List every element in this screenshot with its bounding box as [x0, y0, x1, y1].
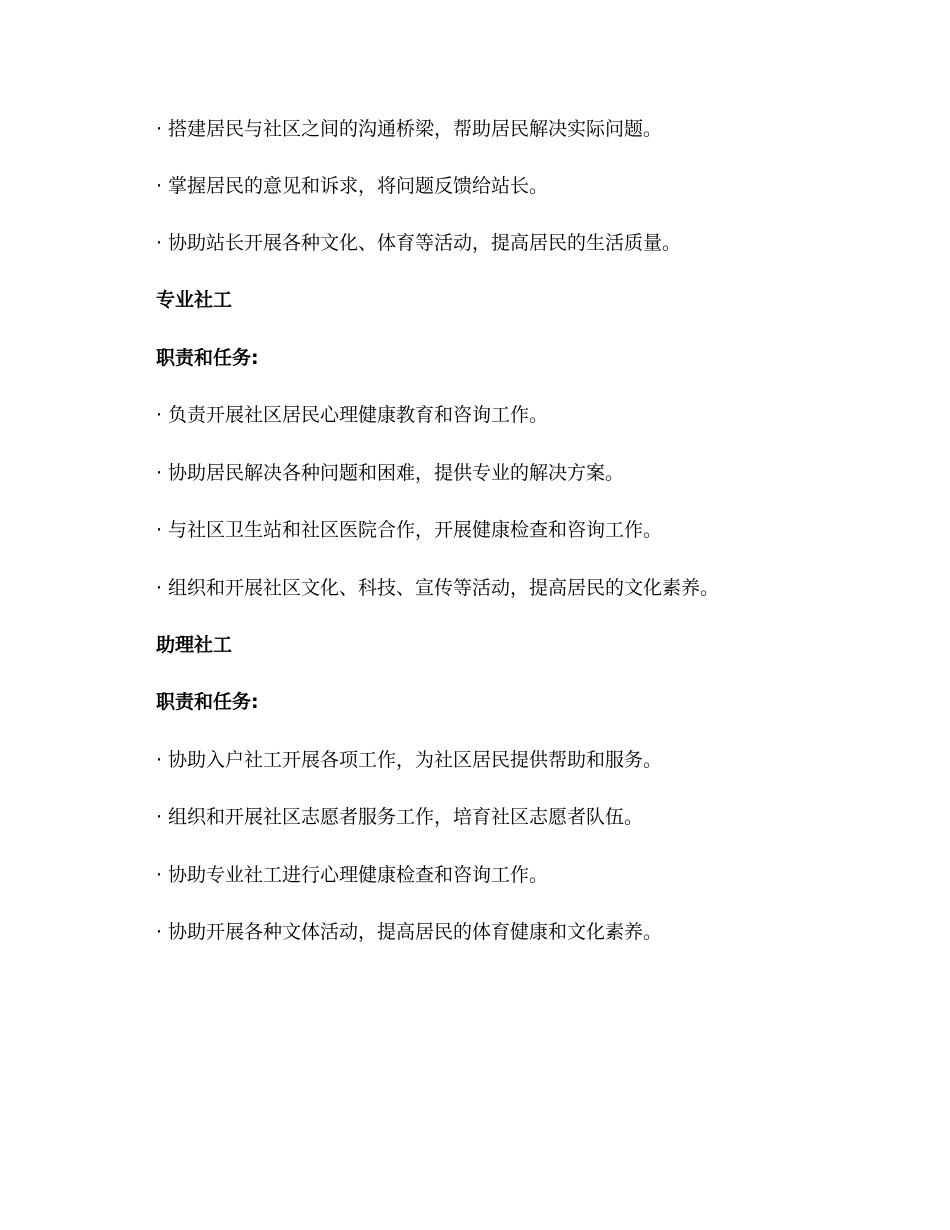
list-item-text: 与社区卫生站和社区医院合作，开展健康检查和咨询工作。 [168, 519, 663, 541]
list-item [156, 919, 662, 945]
list-item-text: 协助站长开展各种文化、体育等活动，提高居民的生活质量。 [168, 232, 682, 254]
bullet: · [156, 232, 163, 254]
section-title-assistant: 助理社工 [156, 634, 233, 656]
list-item-text: 协助入户社工开展各项工作，为社区居民提供帮助和服务。 [168, 749, 663, 771]
list-item [156, 747, 662, 773]
list-item-text: 协助专业社工进行心理健康检查和咨询工作。 [168, 864, 549, 886]
list-item-text: 负责开展社区居民心理健康教育和咨询工作。 [168, 404, 549, 426]
list-item [156, 230, 681, 256]
bullet: · [156, 118, 163, 140]
section-title-professional: 专业社工 [156, 289, 233, 311]
list-item [156, 402, 548, 428]
list-item [156, 862, 548, 888]
list-item-text: 组织和开展社区文化、科技、宣传等活动，提高居民的文化素养。 [168, 577, 720, 599]
section-subtitle-assistant: 职责和任务: [156, 691, 259, 713]
bullet: · [156, 749, 163, 771]
list-item [156, 575, 719, 601]
list-item-text: 搭建居民与社区之间的沟通桥梁，帮助居民解决实际问题。 [168, 118, 663, 140]
list-item [156, 517, 662, 543]
list-item-text: 协助居民解决各种问题和困难，提供专业的解决方案。 [168, 462, 625, 484]
bullet: · [156, 519, 163, 541]
section-subtitle-professional: 职责和任务: [156, 347, 259, 369]
list-item [156, 804, 643, 830]
list-item-text: 组织和开展社区志愿者服务工作，培育社区志愿者队伍。 [168, 806, 644, 828]
list-item [156, 173, 548, 199]
bullet: · [156, 806, 163, 828]
bullet: · [156, 864, 163, 886]
bullet: · [156, 404, 163, 426]
list-item [156, 116, 662, 142]
bullet: · [156, 921, 163, 943]
bullet: · [156, 577, 163, 599]
bullet: · [156, 175, 163, 197]
list-item-text: 掌握居民的意见和诉求，将问题反馈给站长。 [168, 175, 549, 197]
list-item-text: 协助开展各种文体活动，提高居民的体育健康和文化素养。 [168, 921, 663, 943]
bullet: · [156, 462, 163, 484]
list-item [156, 460, 624, 486]
